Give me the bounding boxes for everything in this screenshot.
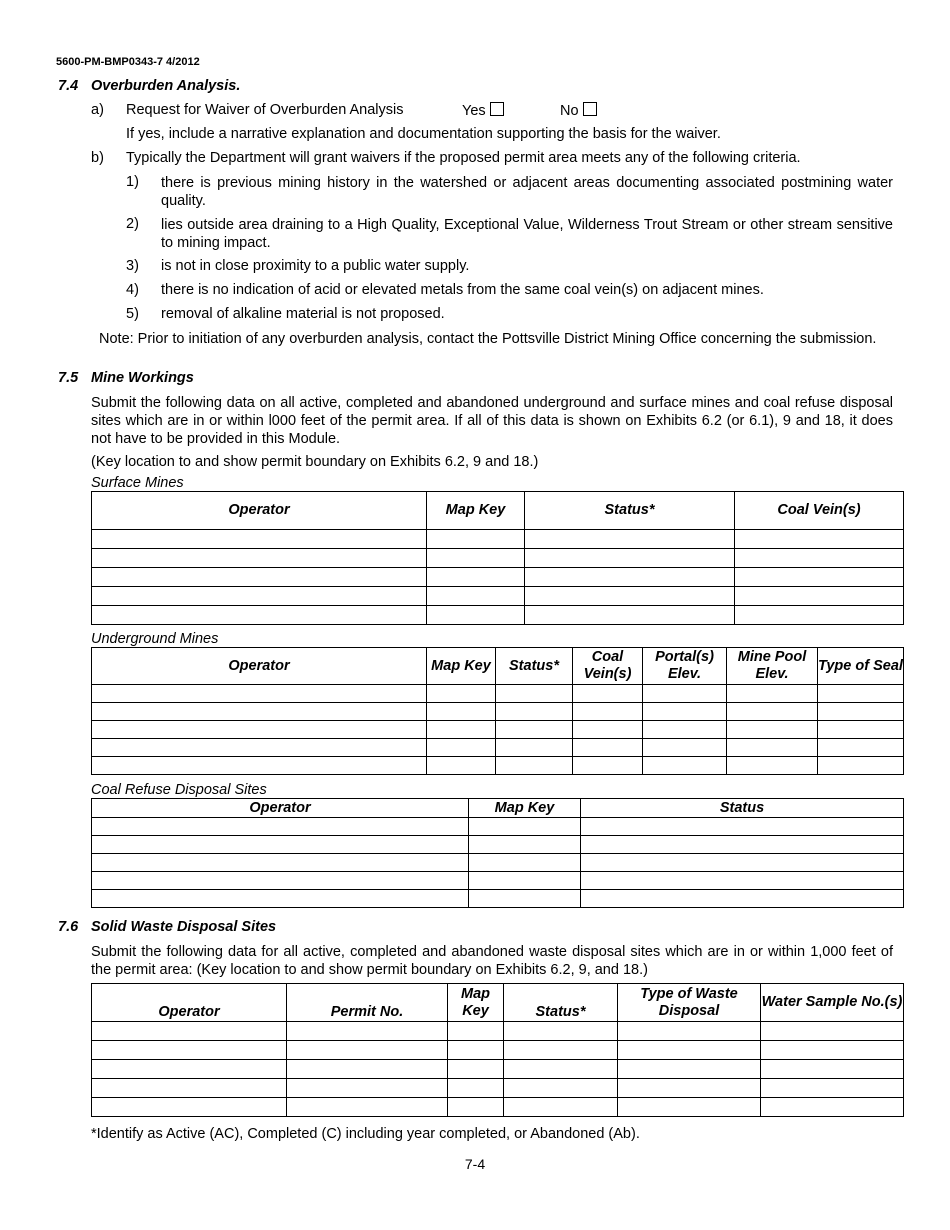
table-cell[interactable] (287, 1098, 448, 1117)
table-cell[interactable] (496, 757, 573, 775)
table-cell[interactable] (727, 757, 818, 775)
table-cell[interactable] (818, 703, 904, 721)
column-header: Map Key (448, 984, 504, 1022)
table-cell[interactable] (427, 739, 496, 757)
table-cell[interactable] (448, 1022, 504, 1041)
table-row (92, 836, 904, 854)
table-cell[interactable] (727, 703, 818, 721)
solid-waste-intro: Submit the following data for all active, completed and abandoned waste disposal sites which are in or within 1,000 feet of the permit area: (Key location to and show permit boundary on Exhibits 6.2, 9, and 18.) (91, 944, 893, 978)
table-cell[interactable] (427, 757, 496, 775)
table-cell[interactable] (92, 568, 427, 587)
criterion-text: there is previous mining history in the watershed or adjacent areas documenting associated postmining water quality. (161, 175, 893, 209)
column-header: Operator (92, 984, 287, 1022)
table-row (92, 685, 904, 703)
table-cell[interactable] (92, 854, 469, 872)
column-header: Map Key (427, 648, 496, 685)
waiver-request-label: Request for Waiver of Overburden Analysis (126, 102, 404, 118)
table-cell[interactable] (448, 1041, 504, 1060)
criterion-number: 3) (126, 258, 139, 274)
table-row (92, 757, 904, 775)
table-cell[interactable] (92, 1079, 287, 1098)
surface-mines-caption: Surface Mines (91, 475, 184, 491)
table-cell[interactable] (92, 1098, 287, 1117)
table-cell[interactable] (727, 685, 818, 703)
table-cell[interactable] (573, 757, 643, 775)
column-header: Coal Vein(s) (573, 648, 643, 685)
table-cell[interactable] (573, 703, 643, 721)
table-row (92, 530, 904, 549)
item-b-label: b) (91, 150, 104, 166)
table-row (92, 568, 904, 587)
table-cell[interactable] (469, 890, 581, 908)
waiver-no-option[interactable] (560, 102, 597, 119)
table-cell[interactable] (761, 1098, 904, 1117)
table-cell[interactable] (448, 1079, 504, 1098)
underground-mines-table (91, 647, 904, 775)
criterion-text: there is no indication of acid or elevated metals from the same coal vein(s) on adjacent mines. (161, 282, 764, 298)
table-cell[interactable] (581, 818, 904, 836)
mine-workings-intro: Submit the following data on all active, completed and abandoned underground and surface mines and coal refuse disposal sites which are in or within l000 feet of the permit area. If all of this data is shown on Exhibits 6.2 (or 6.1), 9 and 18, it does not have to be provided in this Module. (91, 395, 893, 447)
column-header: Permit No. (287, 984, 448, 1022)
table-cell[interactable] (92, 836, 469, 854)
criterion-number: 2) (126, 216, 139, 232)
table-cell[interactable] (448, 1098, 504, 1117)
table-cell[interactable] (427, 606, 525, 625)
table-cell[interactable] (618, 1098, 761, 1117)
table-cell[interactable] (92, 685, 427, 703)
table-cell[interactable] (469, 854, 581, 872)
table-cell[interactable] (618, 1041, 761, 1060)
table-row (92, 606, 904, 625)
table-cell[interactable] (618, 1079, 761, 1098)
table-cell[interactable] (504, 1098, 618, 1117)
table-cell[interactable] (287, 1022, 448, 1041)
coal-refuse-table (91, 798, 904, 908)
table-row (92, 872, 904, 890)
table-cell[interactable] (525, 568, 735, 587)
table-cell[interactable] (525, 587, 735, 606)
table-cell[interactable] (618, 1022, 761, 1041)
table-row (92, 1098, 904, 1117)
table-row (92, 1022, 904, 1041)
yes-checkbox[interactable] (490, 102, 504, 116)
table-row (92, 1041, 904, 1060)
table-cell[interactable] (581, 872, 904, 890)
status-footnote: *Identify as Active (AC), Completed (C) including year completed, or Abandoned (Ab). (91, 1126, 640, 1142)
criterion-number: 1) (126, 174, 139, 190)
no-label: No (560, 103, 579, 119)
column-header: Map Key (469, 799, 581, 818)
column-header: Type of Seal (818, 648, 904, 685)
form-code: 5600-PM-BMP0343-7 4/2012 (56, 56, 200, 68)
table-cell[interactable] (92, 818, 469, 836)
table-cell[interactable] (643, 685, 727, 703)
item-a-label: a) (91, 102, 104, 118)
table-cell[interactable] (525, 549, 735, 568)
table-row (92, 703, 904, 721)
column-header: Type of Waste Disposal (618, 984, 761, 1022)
table-cell[interactable] (818, 739, 904, 757)
table-cell[interactable] (643, 703, 727, 721)
table-cell[interactable] (818, 721, 904, 739)
table-cell[interactable] (573, 721, 643, 739)
table-cell[interactable] (643, 757, 727, 775)
table-cell[interactable] (92, 739, 427, 757)
table-cell[interactable] (727, 739, 818, 757)
exhibit-key-note: (Key location to and show permit boundary on Exhibits 6.2, 9 and 18.) (91, 454, 539, 470)
waiver-yes-option[interactable] (462, 102, 504, 119)
table-row (92, 854, 904, 872)
no-checkbox[interactable] (583, 102, 597, 116)
table-cell[interactable] (496, 685, 573, 703)
criterion-text: lies outside area draining to a High Quality, Exceptional Value, Wilderness Trout Stream or other stream sensitive to mining impact. (161, 217, 893, 251)
table-cell[interactable] (818, 685, 904, 703)
section-7-6-number: 7.6 (58, 919, 79, 935)
table-cell[interactable] (427, 587, 525, 606)
table-cell[interactable] (818, 757, 904, 775)
column-header: Water Sample No.(s) (761, 984, 904, 1022)
table-cell[interactable] (581, 890, 904, 908)
table-cell[interactable] (92, 1041, 287, 1060)
table-cell[interactable] (573, 685, 643, 703)
table-cell[interactable] (735, 606, 904, 625)
table-cell[interactable] (92, 1060, 287, 1079)
table-cell[interactable] (618, 1060, 761, 1079)
table-row (92, 549, 904, 568)
table-cell[interactable] (427, 703, 496, 721)
column-header: Map Key (427, 492, 525, 530)
table-cell[interactable] (504, 1041, 618, 1060)
table-cell[interactable] (735, 549, 904, 568)
table-cell[interactable] (427, 530, 525, 549)
table-cell[interactable] (469, 818, 581, 836)
table-row (92, 721, 904, 739)
table-cell[interactable] (287, 1060, 448, 1079)
column-header: Mine Pool Elev. (727, 648, 818, 685)
criterion-text: removal of alkaline material is not proposed. (161, 306, 445, 322)
table-cell[interactable] (287, 1079, 448, 1098)
section-7-4-number: 7.4 (58, 78, 79, 94)
table-cell[interactable] (427, 685, 496, 703)
table-cell[interactable] (735, 587, 904, 606)
table-cell[interactable] (525, 606, 735, 625)
column-header: Status* (496, 648, 573, 685)
table-cell[interactable] (92, 549, 427, 568)
column-header: Coal Vein(s) (735, 492, 904, 530)
table-cell[interactable] (427, 721, 496, 739)
table-cell[interactable] (496, 739, 573, 757)
table-cell[interactable] (643, 739, 727, 757)
table-cell[interactable] (92, 757, 427, 775)
table-cell[interactable] (92, 606, 427, 625)
table-cell[interactable] (92, 721, 427, 739)
table-row (92, 1060, 904, 1079)
table-row (92, 818, 904, 836)
criteria-intro: Typically the Department will grant waivers if the proposed permit area meets any of the following criteria. (126, 150, 801, 166)
criterion-number: 5) (126, 306, 139, 322)
table-cell[interactable] (581, 854, 904, 872)
column-header: Operator (92, 492, 427, 530)
table-row (92, 739, 904, 757)
table-cell[interactable] (504, 1060, 618, 1079)
table-cell[interactable] (427, 568, 525, 587)
table-row (92, 1079, 904, 1098)
table-cell[interactable] (761, 1022, 904, 1041)
underground-mines-caption: Underground Mines (91, 631, 219, 647)
section-7-4-title: Overburden Analysis. (91, 78, 241, 94)
table-cell[interactable] (643, 721, 727, 739)
table-cell[interactable] (92, 872, 469, 890)
section-7-5-number: 7.5 (58, 370, 79, 386)
table-cell[interactable] (735, 568, 904, 587)
column-header: Portal(s) Elev. (643, 648, 727, 685)
table-row (92, 890, 904, 908)
section-7-5-title: Mine Workings (91, 370, 194, 386)
table-cell[interactable] (92, 703, 427, 721)
table-cell[interactable] (92, 530, 427, 549)
overburden-note: Note: Prior to initiation of any overburden analysis, contact the Pottsville District Mining Office concerning the submission. (99, 331, 877, 347)
criterion-text: is not in close proximity to a public water supply. (161, 258, 470, 274)
table-cell[interactable] (761, 1079, 904, 1098)
coal-refuse-caption: Coal Refuse Disposal Sites (91, 782, 267, 798)
column-header: Operator (92, 799, 469, 818)
table-cell[interactable] (92, 890, 469, 908)
table-cell[interactable] (761, 1041, 904, 1060)
criterion-number: 4) (126, 282, 139, 298)
table-cell[interactable] (469, 872, 581, 890)
table-row (92, 587, 904, 606)
solid-waste-table (91, 983, 904, 1117)
table-cell[interactable] (92, 1022, 287, 1041)
table-cell[interactable] (761, 1060, 904, 1079)
column-header: Status* (504, 984, 618, 1022)
column-header: Status* (525, 492, 735, 530)
yes-label: Yes (462, 103, 486, 119)
table-cell[interactable] (581, 836, 904, 854)
column-header: Operator (92, 648, 427, 685)
waiver-note: If yes, include a narrative explanation and documentation supporting the basis for the waiver. (126, 126, 721, 142)
section-7-6-title: Solid Waste Disposal Sites (91, 919, 277, 935)
table-cell[interactable] (427, 549, 525, 568)
table-cell[interactable] (92, 587, 427, 606)
table-cell[interactable] (448, 1060, 504, 1079)
table-cell[interactable] (735, 530, 904, 549)
table-cell[interactable] (573, 739, 643, 757)
column-header: Status (581, 799, 904, 818)
table-cell[interactable] (504, 1022, 618, 1041)
table-cell[interactable] (469, 836, 581, 854)
surface-mines-table (91, 491, 904, 625)
table-cell[interactable] (496, 721, 573, 739)
table-cell[interactable] (287, 1041, 448, 1060)
page-number: 7-4 (464, 1156, 486, 1172)
table-cell[interactable] (496, 703, 573, 721)
table-cell[interactable] (504, 1079, 618, 1098)
table-cell[interactable] (525, 530, 735, 549)
table-cell[interactable] (727, 721, 818, 739)
